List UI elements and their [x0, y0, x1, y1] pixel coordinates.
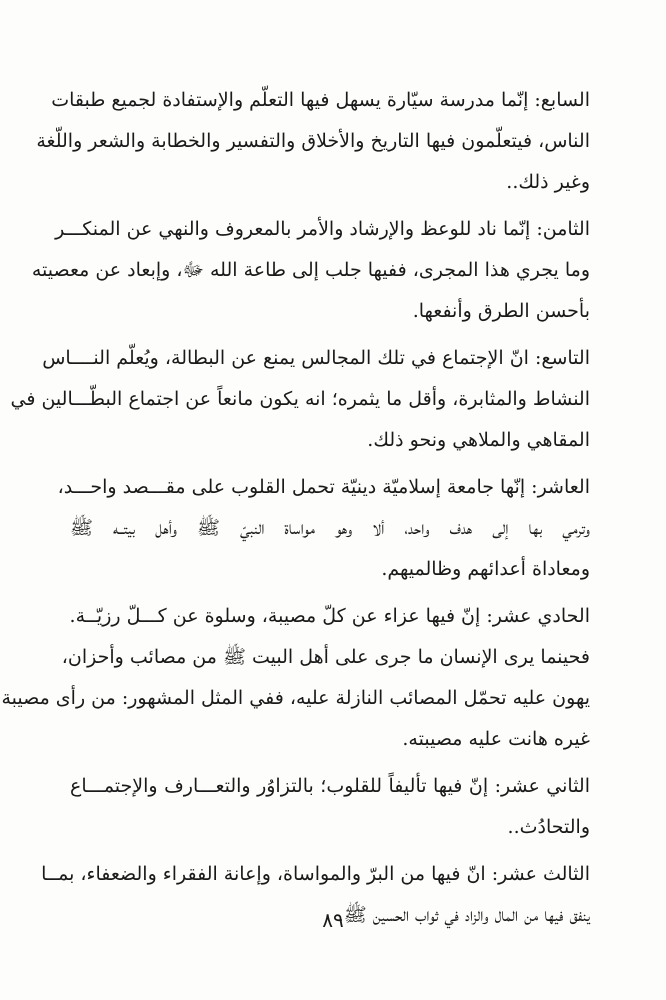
text-line: وترمي بها إلى هدف واحد، ألا وهو مواساة النبيّ ﷺ وأهل بيتــه ﷺ: [70, 517, 590, 539]
text-line: السابع: إنّما مدرسة سيّارة يسهل فيها التعلّم والإستفادة لجميع طبقات: [51, 89, 590, 111]
body-text: [1, 80, 590, 942]
paragraph-twelfth: [70, 766, 590, 848]
paragraph-seventh: [36, 80, 590, 203]
text-line: يهون عليه تحمّل المصائب النازلة عليه، ففي المثل المشهور: من رأى مصيبة: [1, 687, 590, 709]
text-line: وغير ذلك..: [506, 171, 590, 193]
paragraph-eighth: [31, 209, 590, 332]
text-line: العاشر: إنّها جامعة إسلاميّة دينيّة تحمل القلوب على مقـــصد واحـــد،: [57, 476, 590, 498]
text-line: الحادي عشر: إنّ فيها عزاء عن كلّ مصيبة، وسلوة عن كـــلّ رزيّــة.: [69, 605, 590, 627]
paragraph-ninth: [10, 338, 590, 461]
text-line: ينفق فيها من المال والزاد في ثواب الحسين ﷺ.: [337, 904, 590, 926]
text-line: الثامن: إنّما ناد للوعظ والإرشاد والأمر بالمعروف والنهي عن المنكـــر: [55, 218, 590, 240]
paragraph-tenth: [57, 467, 590, 590]
text-line: غيره هانت عليه مصيبته.: [402, 728, 590, 750]
text-line: وما يجري هذا المجرى، ففيها جلب إلى طاعة الله ﷻ، وإبعاد عن معصيته: [31, 259, 590, 281]
text-line: التاسع: انّ الإجتماع في تلك المجالس يمنع عن البطالة، ويُعلّم النــــاس: [42, 347, 590, 369]
page-number: ٨٩: [322, 908, 344, 932]
paragraph-eleventh: [1, 596, 590, 760]
text-line: ومعاداة أعدائهم وظالميهم.: [381, 558, 590, 580]
text-line: المقاهي والملاهي ونحو ذلك.: [367, 429, 590, 451]
text-line: الناس، فيتعلّمون فيها التاريخ والأخلاق والتفسير والخطابة والشعر واللّغة: [36, 130, 590, 152]
text-line: والتحادُث..: [507, 816, 590, 838]
text-line: النشاط والمثابرة، وأقل ما يثمره؛ انه يكون مانعاً عن اجتماع البطّـــالين في: [10, 388, 590, 410]
text-line: فحينما يرى الإنسان ما جرى على أهل البيت ﷺ من مصائب وأحزان،: [61, 646, 590, 668]
text-line: الثالث عشر: انّ فيها من البرّ والمواساة، وإعانة الفقراء والضعفاء، بمــا: [41, 863, 590, 885]
text-line: الثاني عشر: إنّ فيها تأليفاً للقلوب؛ بالتزاوُر والتعـــارف والإجتمـــاع: [70, 775, 590, 797]
text-line: بأحسن الطرق وأنفعها.: [412, 300, 590, 322]
